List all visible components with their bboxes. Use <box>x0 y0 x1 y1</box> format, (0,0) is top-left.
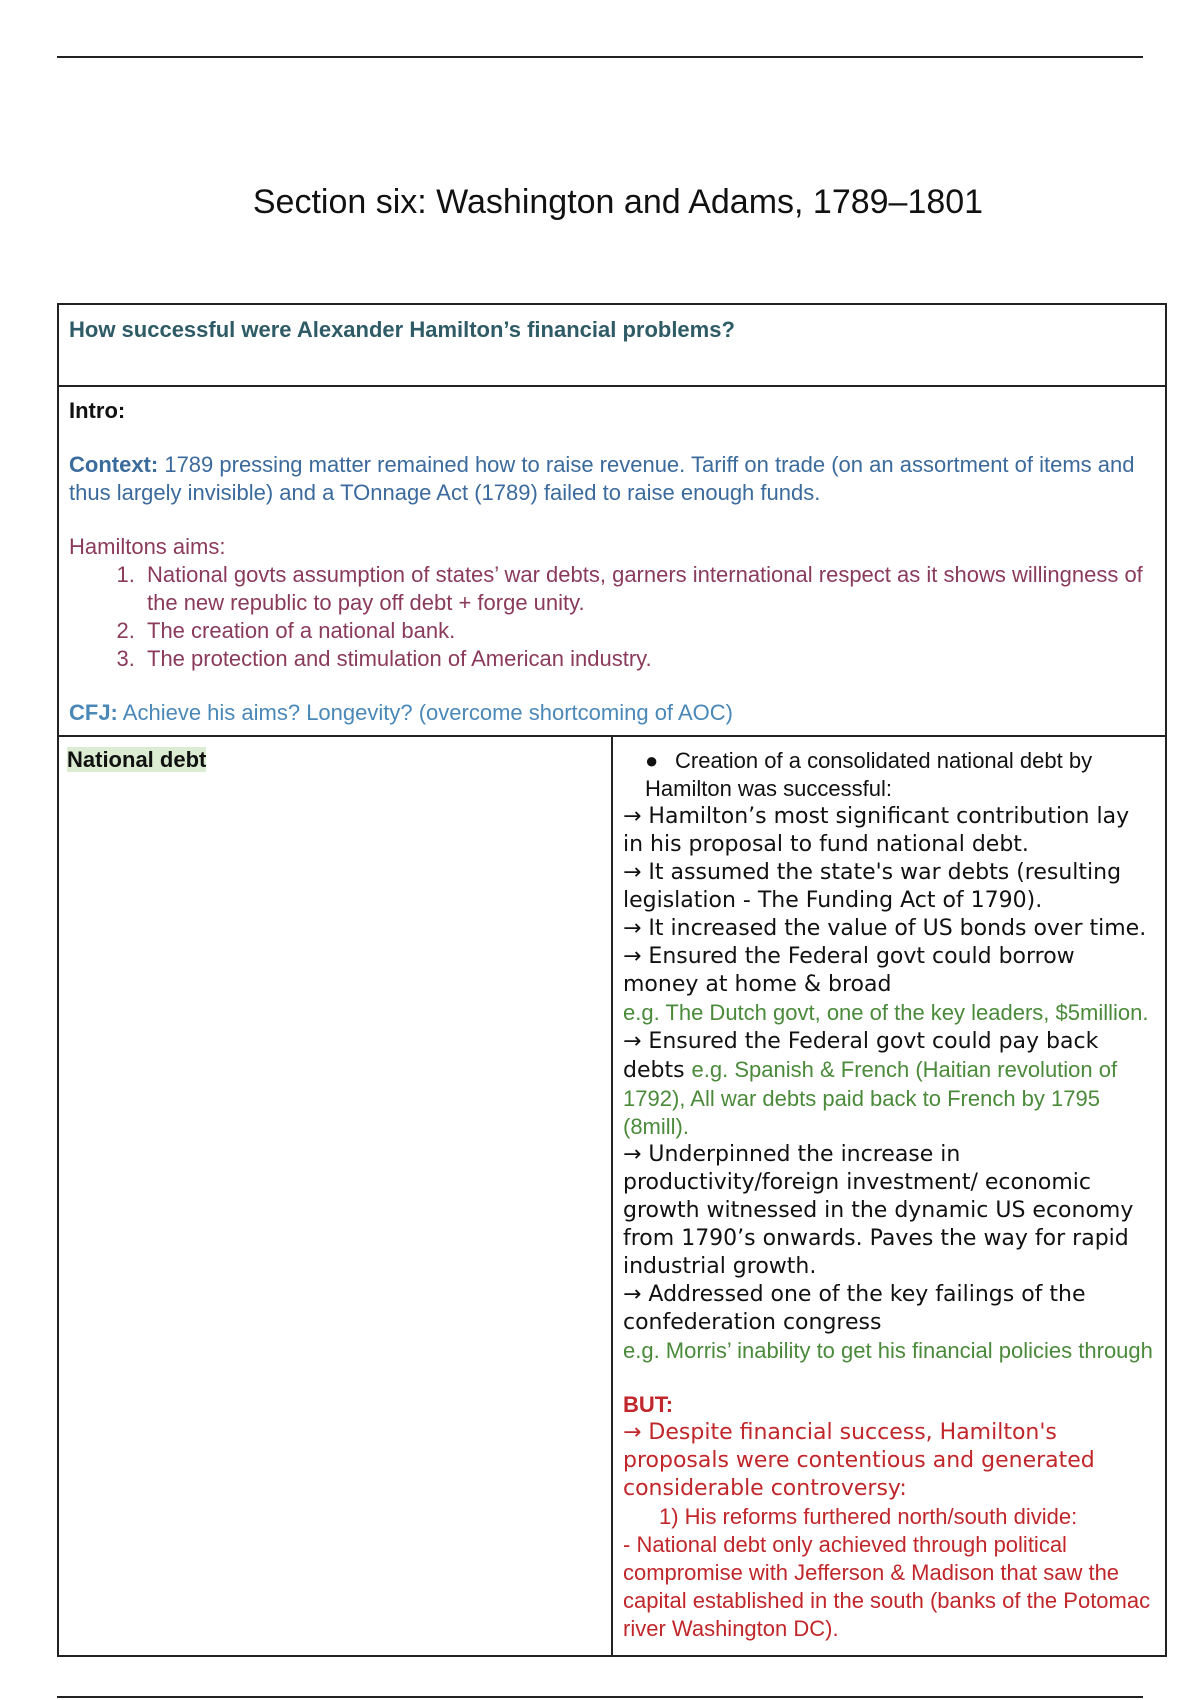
national-debt-row <box>58 736 1166 1656</box>
aim-item: 2. The creation of a national bank. <box>141 617 1155 645</box>
point-line: → Ensured the Federal govt could borrow money at home & broad <box>623 944 1075 997</box>
cfj-text: Achieve his aims? Longevity? (overcome shortcoming of AOC) <box>117 700 733 725</box>
intro-label: Intro: <box>69 398 126 423</box>
but-label: BUT: <box>623 1392 674 1417</box>
bullet-item <box>623 747 1155 803</box>
bullet-text: Creation of a consolidated national debt by Hamilton was successful: <box>645 748 1093 801</box>
example-line: e.g. The Dutch govt, one of the key leaders, $5million. <box>623 1000 1149 1025</box>
counterpoint-detail: - National debt only achieved through political compromise with Jefferson & Madison that saw the capital established in the south (banks of the Potomac river Washington DC). <box>623 1532 1151 1641</box>
context-label: Context: <box>69 452 159 477</box>
footer-rule <box>57 1696 1143 1698</box>
example-line: e.g. Spanish & French (Haitian revolution of 1792), All war debts paid back to French by 1795 (8mill). <box>623 1057 1118 1139</box>
example-line: e.g. Morris’ inability to get his financial policies through <box>623 1338 1153 1363</box>
section-label-cell <box>58 736 612 1656</box>
counterpoint-line: → Despite financial success, Hamilton's proposals were contentious and generated considerable controversy: <box>623 1420 1095 1501</box>
aims-heading: Hamiltons aims: <box>69 534 226 559</box>
essay-question: How successful were Alexander Hamilton’s financial problems? <box>69 317 735 342</box>
aim-item: 3. The protection and stimulation of American industry. <box>141 645 1155 673</box>
question-cell <box>58 304 1166 386</box>
point-line: → Addressed one of the key failings of the confederation congress <box>623 1282 1086 1335</box>
national-debt-label: National debt <box>67 747 207 772</box>
point-line: → It increased the value of US bonds over time. <box>623 916 1147 941</box>
question-row <box>58 304 1166 386</box>
section-content-cell <box>612 736 1166 1656</box>
aim-item: 1. National govts assumption of states’ war debts, garners international respect as it shows willingness of the new republic to pay off debt + forge unity. <box>141 561 1155 617</box>
header-rule <box>57 56 1143 58</box>
cfj-label: CFJ: <box>69 700 118 725</box>
bullet-icon: ● <box>645 748 659 773</box>
context-paragraph <box>69 451 1155 507</box>
point-line: → It assumed the state's war debts (resulting legislation - The Funding Act of 1790). <box>623 860 1122 913</box>
aims-list <box>69 561 1155 673</box>
cfj-paragraph <box>69 699 1155 727</box>
point-line: → Ensured the Federal govt could pay back debts <box>623 1029 1099 1083</box>
point-line: → Hamilton’s most significant contribution lay in his proposal to fund national debt. <box>623 804 1130 857</box>
point-with-example <box>623 1027 1155 1141</box>
essay-plan-table <box>57 303 1167 1657</box>
counterpoint-subitem: 1) His reforms furthered north/south divide: <box>659 1504 1078 1529</box>
intro-cell <box>58 386 1166 736</box>
context-text: 1789 pressing matter remained how to raise revenue. Tariff on trade (on an assortment of items and thus largely invisible) and a TOnnage Act (1789) failed to raise enough funds. <box>69 452 1135 505</box>
intro-row <box>58 386 1166 736</box>
page-title: Section six: Washington and Adams, 1789–1801 <box>252 183 984 221</box>
point-line: → Underpinned the increase in productivity/foreign investment/ economic growth witnessed in the dynamic US economy from 1790’s onwards. Paves the way for rapid industrial growth. <box>623 1142 1134 1279</box>
